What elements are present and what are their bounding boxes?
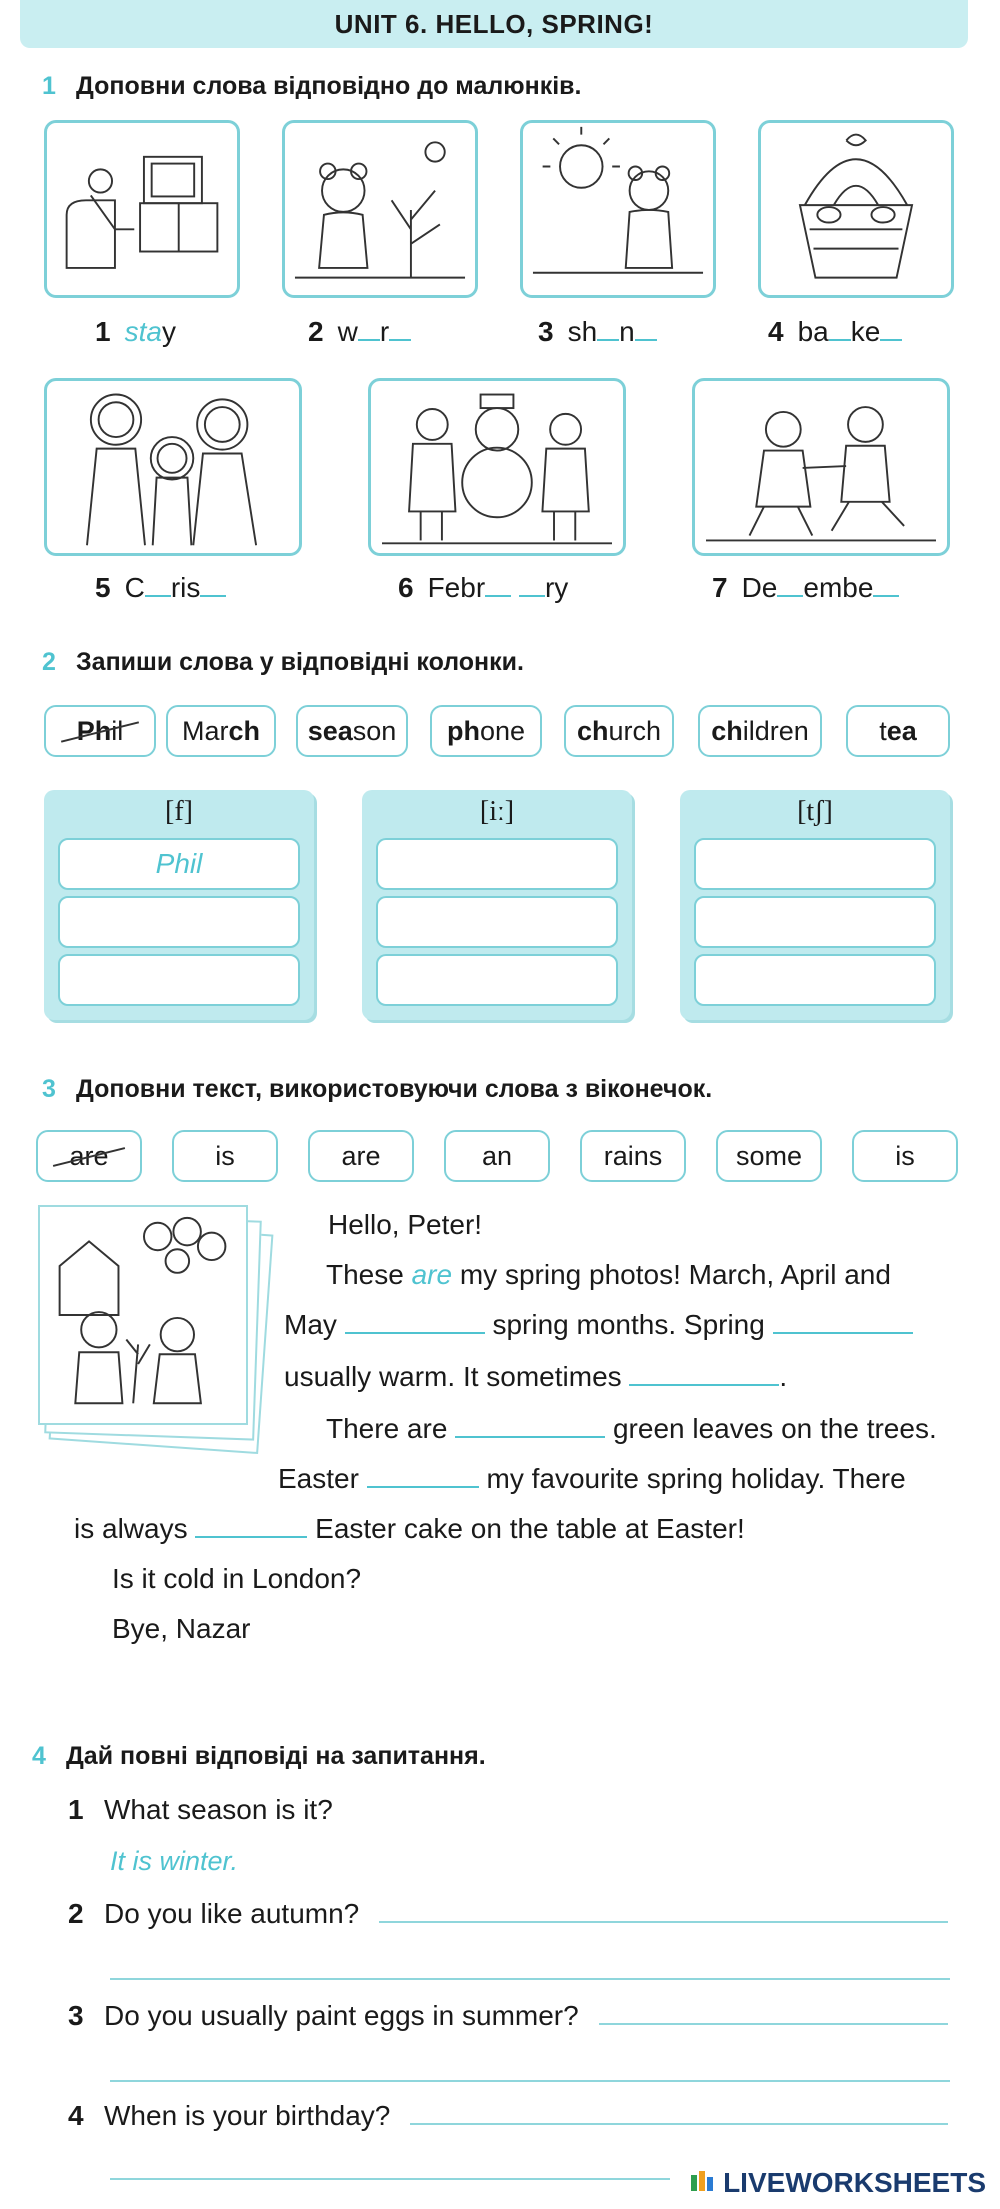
answer-line[interactable] [379, 1901, 948, 1923]
picture-snowman [368, 378, 626, 556]
letter-blank[interactable] [200, 575, 226, 597]
word-chip-phone[interactable]: ph one [430, 705, 542, 757]
answer-slot[interactable]: Phil [58, 838, 300, 890]
exercise-number: 1 [42, 72, 56, 100]
item-number: 5 [95, 572, 111, 603]
question-3: 3 Do you usually paint eggs in summer? [68, 2000, 948, 2032]
exercise-instruction: Доповни слова відповідно до малюнків. [76, 72, 582, 100]
exercise-instruction: Дай повні відповіді на запитання. [66, 1742, 486, 1770]
question-4: 4 When is your birthday? [68, 2100, 948, 2132]
ex1-item-4: 4 ba ke [768, 316, 902, 348]
exercise-number: 3 [42, 1075, 56, 1103]
ex1-item-3: 3 sh n [538, 316, 657, 348]
liveworksheets-logo: LIVEWORKSHEETS [689, 2167, 986, 2199]
picture-children-skating [692, 378, 950, 556]
answer-slot[interactable] [58, 954, 300, 1006]
text-blank[interactable] [773, 1314, 913, 1334]
filled-word[interactable]: stay [124, 316, 176, 347]
ex1-item-1 [95, 316, 176, 348]
letter-greeting: Hello, Peter! [328, 1209, 483, 1240]
word-chip-are[interactable]: are [308, 1130, 414, 1182]
exercise-2-heading [42, 648, 524, 677]
letter-line-4: There are green leaves on the trees. [326, 1413, 937, 1444]
text-blank[interactable] [455, 1418, 605, 1438]
word-chip-are-used[interactable]: are [36, 1130, 142, 1182]
text-blank[interactable] [195, 1518, 307, 1538]
ex1-item-5: 5 C ris [95, 572, 226, 604]
answer-slot[interactable] [376, 896, 618, 948]
letter-blank[interactable] [485, 575, 511, 597]
answer-slot[interactable] [376, 954, 618, 1006]
question-1: 1 What season is it? [68, 1794, 333, 1825]
letter-blank[interactable] [145, 575, 171, 597]
word-chip-season[interactable]: sea son [296, 705, 408, 757]
letter-line-3: usually warm. It sometimes . [284, 1361, 788, 1392]
word-chip-march[interactable]: Mar ch [166, 705, 276, 757]
letter-line-6: is always Easter cake on the table at Easter! [74, 1513, 745, 1544]
answer-line[interactable] [599, 2003, 948, 2025]
item-number: 2 [308, 316, 324, 347]
word-chip-some[interactable]: some [716, 1130, 822, 1182]
photo-stack [38, 1205, 268, 1450]
item-number: 3 [538, 316, 554, 347]
answer-slot[interactable] [694, 838, 936, 890]
letter-blank[interactable] [880, 319, 902, 341]
picture-easter-basket [758, 120, 954, 298]
letter-line-1: These are my spring photos! March, April and [326, 1259, 891, 1290]
ex1-item-7: 7 De embe [712, 572, 899, 604]
letter-line-2: May spring months. Spring [284, 1300, 913, 1350]
letter-blank[interactable] [519, 575, 545, 597]
picture-boy-watching-tv [44, 120, 240, 298]
exercise-instruction: Доповни текст, використовуючи слова з віконечок. [76, 1075, 713, 1103]
letter-blank[interactable] [777, 575, 803, 597]
picture-bear-in-wind [282, 120, 478, 298]
word-chip-church[interactable]: ch urch [564, 705, 674, 757]
answer-slot[interactable] [694, 954, 936, 1006]
letter-blank[interactable] [829, 319, 851, 341]
unit-title: UNIT 6. HELLO, SPRING! [20, 0, 968, 48]
column-ee-sound [362, 790, 632, 1020]
word-chip-is[interactable]: is [172, 1130, 278, 1182]
logo-icon [689, 2169, 717, 2197]
answer-line[interactable] [410, 2103, 948, 2125]
text-blank[interactable] [345, 1314, 485, 1334]
answer-line[interactable] [110, 2080, 950, 2082]
answer-slot[interactable] [694, 896, 936, 948]
answer-line[interactable] [110, 2178, 670, 2180]
filled-answer[interactable]: are [411, 1259, 453, 1290]
photo-children-flowers [38, 1205, 248, 1425]
letter-blank[interactable] [358, 319, 380, 341]
letter-line-5: Easter my favourite spring holiday. There [278, 1463, 906, 1494]
sound-label: [tʃ] [797, 796, 833, 827]
item-number: 6 [398, 572, 414, 603]
question-2: 2 Do you like autumn? [68, 1898, 948, 1930]
answer-line[interactable] [110, 1978, 950, 1980]
answer-slot[interactable] [376, 838, 618, 890]
column-ch-sound [680, 790, 950, 1020]
item-number: 1 [95, 316, 111, 347]
exercise-3-heading [42, 1075, 712, 1104]
sound-label: [f] [165, 796, 193, 827]
word-chip-children[interactable]: ch ildren [698, 705, 822, 757]
word-chip-rains[interactable]: rains [580, 1130, 686, 1182]
ex1-item-2: 2 w r [308, 316, 411, 348]
item-number: 4 [768, 316, 784, 347]
word-chip-an[interactable]: an [444, 1130, 550, 1182]
exercise-1-heading [42, 72, 581, 101]
exercise-instruction: Запиши слова у відповідні колонки. [76, 648, 524, 676]
letter-blank[interactable] [389, 319, 411, 341]
exercise-number: 4 [32, 1742, 46, 1770]
ex1-item-6: 6 Febr ry [398, 572, 569, 603]
picture-holy-family [44, 378, 302, 556]
picture-bear-in-sun [520, 120, 716, 298]
sound-label: [iː] [479, 796, 515, 827]
letter-blank[interactable] [873, 575, 899, 597]
word-chip-phil[interactable]: Ph il [44, 705, 156, 757]
exercise-number: 2 [42, 648, 56, 676]
answer-slot[interactable] [58, 896, 300, 948]
exercise-4-heading [32, 1742, 486, 1771]
letter-line-7: Is it cold in London? [112, 1563, 362, 1594]
item-number: 7 [712, 572, 728, 603]
word-chip-is-2[interactable]: is [852, 1130, 958, 1182]
column-f-sound [44, 790, 314, 1020]
letter-blank[interactable] [597, 319, 619, 341]
text-blank[interactable] [367, 1468, 479, 1488]
letter-signoff: Bye, Nazar [112, 1613, 251, 1644]
example-answer: It is winter. [110, 1846, 239, 1876]
word-chip-tea[interactable]: t ea [846, 705, 950, 757]
letter-blank[interactable] [635, 319, 657, 341]
text-blank[interactable] [629, 1366, 779, 1386]
